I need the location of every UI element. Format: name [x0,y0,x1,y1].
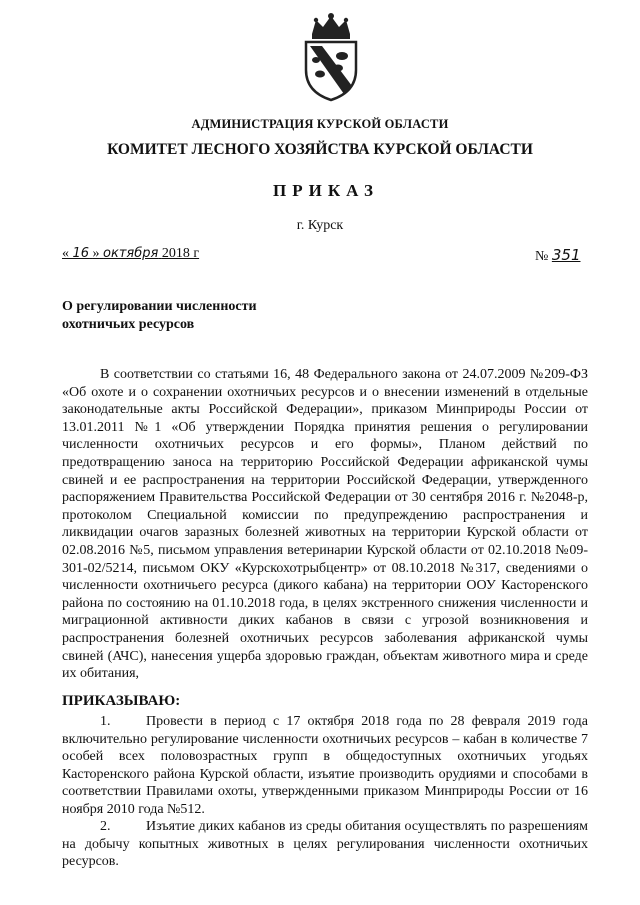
order-item-2 [62,818,588,871]
coat-of-arms-icon [298,12,364,102]
document-type: ПРИКАЗ [273,181,379,200]
subject-line-2: охотничьих ресурсов [62,317,195,332]
command-heading: ПРИКАЗЫВАЮ: [62,693,181,709]
item-2-number: 2. [100,819,111,834]
committee-title: КОМИТЕТ ЛЕСНОГО ХОЗЯЙСТВА КУРСКОЙ ОБЛАСТИ [107,141,533,158]
date-day: 16 [72,246,90,261]
document-number [535,246,581,265]
number-prefix: № [535,249,549,264]
city-label: г. Курск [296,218,344,233]
subject-line-1: О регулировании численности [62,299,257,314]
preamble-paragraph: В соответствии со статьями 16, 48 Федерального закона от 24.07.2009 №209-ФЗ «Об охоте и о сохранении охотничьих ресурсов и о внесении изменений в отдельные законодательные акты Российской Федерации», приказом Минприроды России от 13.01.2011 №1 «Об утверждении Порядка принятия решения о регулировании численности охотничьих ресурсов и его формы», Планом действий по предотвращению заноса на территорию Российской Федерации африканской чумы свиней и ее распространения на территории Российской Федерации, утвержденного распоряжением Правительства Российской Федерации от 30 сентября 2016 г. №2048-р, протоколом Специальной комиссии по предупреждению распространения и ликвидации очагов заразных болезней животных на территории Курской области от 02.08.2016 №5, письмом управления ветеринарии Курской области от 02.10.2018 №09-301-02/5214, письмом ОКУ «Курскохотрыбцентр» от 08.10.2018 №317, сведениями о численности охотничьего ресурса (дикого кабана) на территории ООУ Касторенского района по состоянию на 01.10.2018 года, в целях экстренного снижения численности и миграционной активности диких кабанов в связи с угрозой возникновения и распространения болезней охотничьих ресурсов заболевания африканской чумы свиней (АЧС), нанесения ущерба здоровью граждан, объектам животного мира и среде их обитания, [62,367,588,682]
date-open-quote: « [62,246,69,261]
number-value: 351 [551,246,581,264]
document-date [62,246,199,262]
date-year: 2018 г [161,246,200,261]
order-item-1 [62,713,588,819]
item-1-text: Провести в период с 17 октября 2018 года по 28 февраля 2019 года включительно регулирование численности охотничьих ресурсов – кабан в количестве 7 особей всех половозрастных групп в общедоступных охотничьих угодьях Касторенского района Курской области, изъятие производить орудиями и способами в соответствии Правилами охоты, утвержденными приказом Минприроды России от 16 ноября 2010 года №512. [62,714,588,817]
item-2-text: Изъятие диких кабанов из среды обитания осуществлять по разрешениям на добычу копытных животных в целях регулирования численности охотничьих ресурсов. [62,819,588,870]
date-month: октября [103,246,159,261]
date-close-quote: » [92,246,100,261]
document-subject [62,298,257,334]
administration-title: АДМИНИСТРАЦИЯ КУРСКОЙ ОБЛАСТИ [191,117,449,131]
item-1-number: 1. [100,714,111,729]
